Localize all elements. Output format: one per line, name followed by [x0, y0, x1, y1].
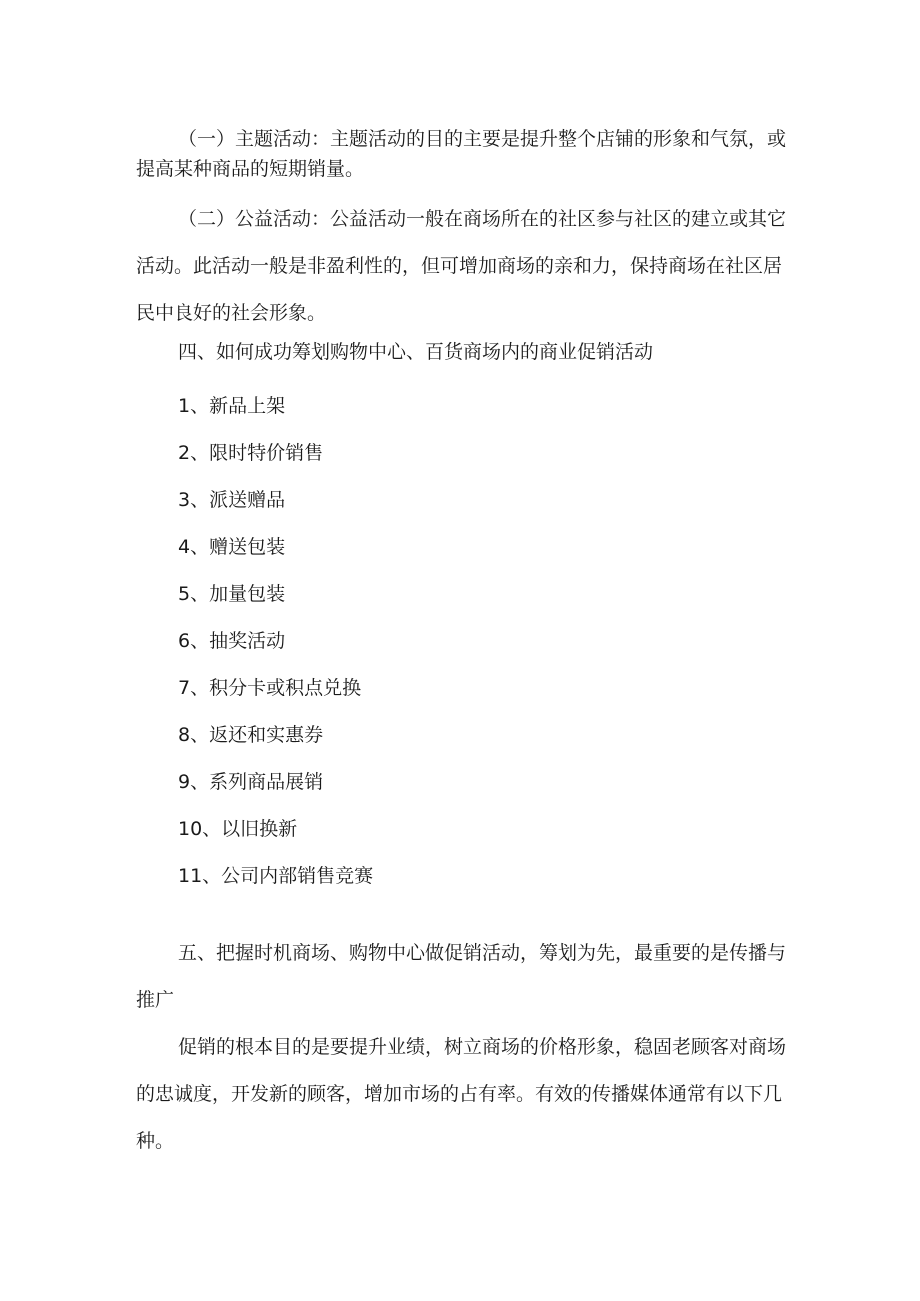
list-item: 1、新品上架	[178, 395, 286, 417]
paragraph-text: （二）公益活动：公益活动一般在商场所在的社区参与社区的建立或其它活动。此活动一般是非盈利性的，但可增加商场的亲和力，保持商场在社区居民中良好的社会形象。	[136, 208, 787, 324]
list-item: 2、限时特价销售	[178, 442, 324, 464]
section-heading-5	[136, 930, 796, 1024]
list-item: 11、公司内部销售竞赛	[178, 865, 374, 887]
section-heading-4: 四、如何成功筹划购物中心、百货商场内的商业促销活动	[178, 341, 654, 363]
paragraph-text: 促销的根本目的是要提升业绩，树立商场的价格形象，稳固老顾客对商场的忠诚度，开发新的顾客，增加市场的占有率。有效的传播媒体通常有以下几种。	[136, 1036, 787, 1152]
list-item: 7、积分卡或积点兑换	[178, 677, 362, 699]
heading-text: 五、把握时机商场、购物中心做促销活动，筹划为先，最重要的是传播与推广	[136, 942, 787, 1011]
list-item: 5、加量包装	[178, 583, 286, 605]
list-item: 3、派送赠品	[178, 489, 286, 511]
paragraph-promotion-purpose	[136, 1024, 796, 1165]
list-item: 8、返还和实惠券	[178, 724, 324, 746]
paragraph-theme-activity	[136, 124, 796, 184]
list-item: 6、抽奖活动	[178, 630, 286, 652]
list-item: 10、以旧换新	[178, 818, 298, 840]
paragraph-text: （一）主题活动：主题活动的目的主要是提升整个店铺的形象和气氛，或提高某种商品的短期销量。	[136, 128, 787, 180]
list-item: 4、赠送包装	[178, 536, 286, 558]
list-item: 9、系列商品展销	[178, 771, 324, 793]
paragraph-public-activity	[136, 196, 796, 337]
